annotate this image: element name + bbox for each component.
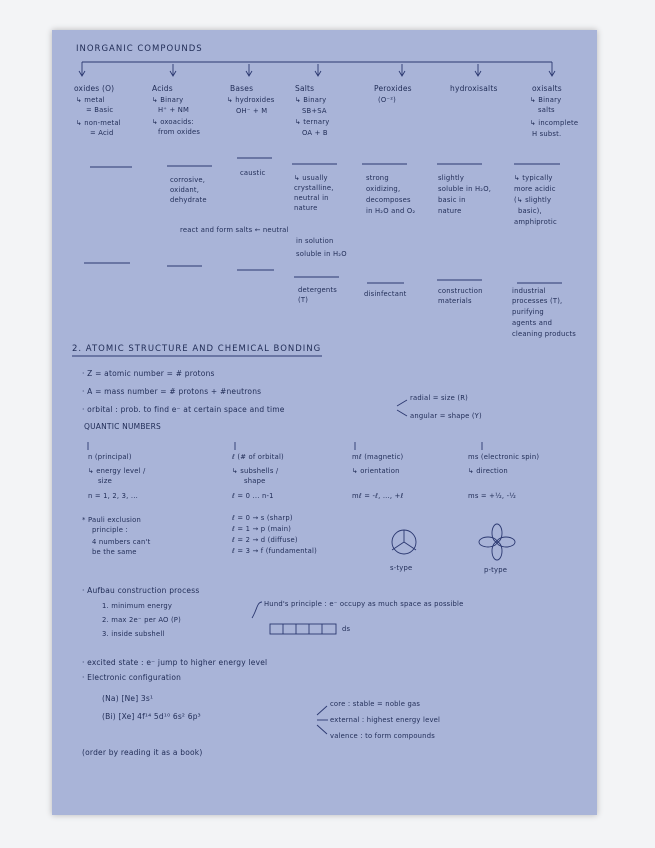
col-peroxides-use: disinfectant bbox=[364, 290, 407, 298]
qn-desc: size bbox=[98, 477, 112, 485]
qn-name: mℓ (magnetic) bbox=[352, 453, 404, 461]
qn-desc: ↳ orientation bbox=[352, 467, 400, 475]
aufbau-step: 1. minimum energy bbox=[102, 602, 173, 610]
col-salts-line: OA + B bbox=[302, 129, 328, 137]
l-type: ℓ = 3 → f (fundamental) bbox=[232, 547, 317, 555]
col-bases-head: Bases bbox=[230, 84, 254, 93]
col-acids-line: ↳ Binary bbox=[152, 96, 184, 104]
col-salts-prop: crystalline, bbox=[294, 184, 334, 192]
qn-name: n (principal) bbox=[88, 453, 132, 461]
aufbau-step: 3. inside subshell bbox=[102, 630, 165, 638]
col-oxisalts-use: processes (T), bbox=[512, 297, 563, 305]
qn-name: ms (electronic spin) bbox=[468, 453, 540, 461]
qn-values: n = 1, 2, 3, ... bbox=[88, 492, 138, 500]
qn-values: ms = +½, -½ bbox=[468, 492, 517, 500]
pauli-line: 4 numbers can't bbox=[92, 538, 151, 546]
qn-desc: ↳ energy level / bbox=[88, 467, 146, 475]
col-peroxides-prop: in H₂O and O₂ bbox=[366, 207, 416, 215]
col-hydroxisalts-use: materials bbox=[438, 297, 472, 305]
col-oxides-line: ↳ metal bbox=[76, 96, 105, 104]
orbital-branch: angular = shape (Y) bbox=[410, 412, 482, 420]
aufbau-title: · Aufbau construction process bbox=[82, 586, 200, 595]
l-type: ℓ = 2 → d (diffuse) bbox=[232, 536, 298, 544]
col-oxisalts-line: H subst. bbox=[532, 130, 562, 138]
col-bases-line: ↳ hydroxides bbox=[227, 96, 275, 104]
col-oxisalts-head: oxisalts bbox=[532, 84, 562, 93]
order-note: (order by reading it as a book) bbox=[82, 748, 203, 757]
l-type: ℓ = 1 → p (main) bbox=[232, 525, 292, 533]
section-title-atomic: 2. ATOMIC STRUCTURE AND CHEMICAL BONDING bbox=[72, 344, 322, 354]
col-oxides-head: oxides (O) bbox=[74, 84, 115, 93]
col-peroxides-prop: strong bbox=[366, 174, 389, 182]
col-salts-line: ↳ Binary bbox=[295, 96, 327, 104]
col-oxides-line: = Acid bbox=[90, 129, 114, 137]
col-hydroxisalts-prop: slightly bbox=[438, 174, 465, 182]
col-salts-prop: neutral in bbox=[294, 194, 329, 202]
col-acids-prop: corrosive, bbox=[170, 176, 206, 184]
config-title: · Electronic configuration bbox=[82, 673, 182, 682]
col-oxisalts-use: cleaning products bbox=[512, 330, 577, 338]
col-oxisalts-prop: amphiprotic bbox=[514, 218, 557, 226]
col-salts-use: (T) bbox=[298, 296, 309, 304]
notebook-page bbox=[52, 30, 597, 815]
config-note: external : highest energy level bbox=[330, 716, 441, 724]
atomic-bullet: · Z = atomic number = # protons bbox=[82, 369, 215, 378]
col-acids-line: from oxides bbox=[158, 128, 201, 136]
col-oxisalts-prop: (↳ slightly bbox=[514, 196, 552, 204]
col-acids-line: H⁺ + NM bbox=[158, 106, 190, 114]
l-type: ℓ = 0 → s (sharp) bbox=[232, 514, 293, 522]
col-hydroxisalts-prop: soluble in H₂O, bbox=[438, 185, 492, 193]
col-salts-use: detergents bbox=[298, 286, 338, 294]
col-peroxides-prop: oxidizing, bbox=[366, 185, 401, 193]
col-acids-prop: oxidant, bbox=[170, 186, 200, 194]
col-salts-line: ↳ ternary bbox=[295, 118, 330, 126]
aufbau-step: 2. max 2e⁻ per AO (P) bbox=[102, 616, 181, 624]
qn-name: ℓ (# of orbital) bbox=[232, 453, 284, 461]
col-peroxides-head: Peroxides bbox=[374, 84, 412, 93]
pauli-line: * Pauli exclusion bbox=[82, 516, 141, 524]
col-acids-prop: dehydrate bbox=[170, 196, 207, 204]
config-note: valence : to form compounds bbox=[330, 732, 435, 740]
col-oxisalts-prop: basic), bbox=[518, 207, 542, 215]
col-hydroxisalts-head: hydroxisalts bbox=[450, 84, 498, 93]
col-acids-line: ↳ oxoacids: bbox=[152, 118, 194, 126]
qn-values: mℓ = -ℓ, ..., +ℓ bbox=[352, 492, 404, 500]
pauli-line: principle : bbox=[92, 526, 128, 534]
col-oxisalts-line: ↳ Binary bbox=[530, 96, 562, 104]
col-oxisalts-line: ↳ incomplete bbox=[530, 119, 579, 127]
col-oxisalts-line: salts bbox=[538, 106, 555, 114]
config-note: core : stable = noble gas bbox=[330, 700, 421, 708]
section-title-inorganic: INORGANIC COMPOUNDS bbox=[76, 44, 203, 54]
col-peroxides-prop: decomposes bbox=[366, 196, 411, 204]
col-oxisalts-use: purifying bbox=[512, 308, 544, 316]
config-bi: (Bi) [Xe] 4f¹⁴ 5d¹⁰ 6s² 6p³ bbox=[102, 712, 201, 721]
atomic-bullet: · A = mass number = # protons + #neutrons bbox=[82, 387, 262, 396]
ds-label: ds bbox=[342, 625, 351, 633]
quantum-numbers-title: QUANTIC NUMBERS bbox=[84, 422, 161, 431]
col-salts-line: SB+SA bbox=[302, 107, 327, 115]
col-oxisalts-prop: more acidic bbox=[514, 185, 556, 193]
col-hydroxisalts-prop: basic in bbox=[438, 196, 466, 204]
qn-values: ℓ = 0 ... n-1 bbox=[232, 492, 274, 500]
col-hydroxisalts-prop: nature bbox=[438, 207, 462, 215]
col-salts-head: Salts bbox=[295, 84, 315, 93]
excited-state: · excited state : e⁻ jump to higher energy level bbox=[82, 658, 268, 667]
qn-desc: ↳ subshells / bbox=[232, 467, 279, 475]
col-oxides-line: ↳ non-metal bbox=[76, 119, 121, 127]
col-oxisalts-prop: ↳ typically bbox=[514, 174, 553, 182]
col-oxides-line: = Basic bbox=[86, 106, 114, 114]
col-peroxides-line: (O⁻²) bbox=[378, 96, 396, 104]
react-note: soluble in H₂O bbox=[296, 250, 347, 258]
config-na: (Na) [Ne] 3s¹ bbox=[102, 694, 154, 703]
react-note: react and form salts ← neutral bbox=[180, 226, 289, 234]
col-oxisalts-use: industrial bbox=[512, 287, 546, 295]
orbital-branch: radial = size (R) bbox=[410, 394, 468, 402]
s-type-label: s-type bbox=[390, 564, 413, 572]
p-type-label: p-type bbox=[484, 566, 508, 574]
pauli-line: be the same bbox=[92, 548, 137, 556]
qn-desc: shape bbox=[244, 477, 266, 485]
col-oxisalts-use: agents and bbox=[512, 319, 553, 327]
col-salts-prop: ↳ usually bbox=[294, 174, 328, 182]
qn-desc: ↳ direction bbox=[468, 467, 508, 475]
react-note: in solution bbox=[296, 237, 334, 245]
hund-principle: Hund's principle : e⁻ occupy as much space as possible bbox=[264, 600, 464, 608]
col-hydroxisalts-use: construction bbox=[438, 287, 483, 295]
atomic-bullet: · orbital : prob. to find e⁻ at certain space and time bbox=[82, 405, 285, 414]
col-acids-head: Acids bbox=[152, 84, 173, 93]
col-bases-prop: caustic bbox=[240, 169, 266, 177]
col-bases-line: OH⁻ + M bbox=[236, 107, 268, 115]
col-salts-prop: nature bbox=[294, 204, 318, 212]
